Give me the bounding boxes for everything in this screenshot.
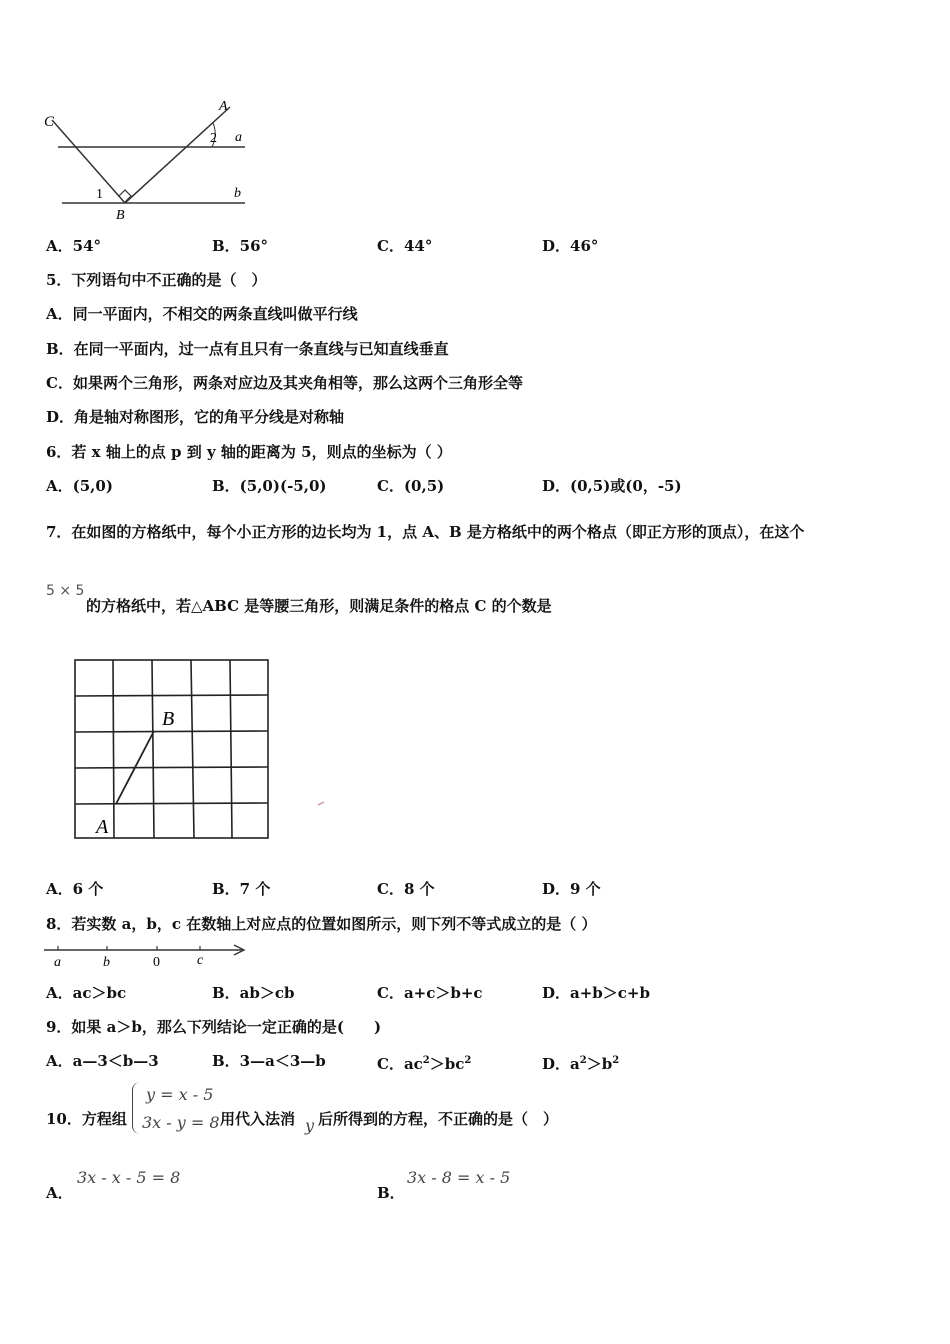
label-a-line: a	[235, 130, 242, 145]
q7-option-a[interactable]: A．6 个	[46, 880, 104, 898]
q9-d-sup1: 2	[579, 1055, 587, 1066]
q8-option-c[interactable]: C．a+c＞b+c	[377, 984, 483, 1002]
label-b-line: b	[234, 186, 241, 201]
label-a-point: A	[219, 99, 228, 114]
axis-label-c: c	[197, 953, 204, 968]
label-1: 1	[96, 187, 103, 202]
q4-figure	[40, 95, 260, 225]
right-angle-mark	[119, 190, 131, 202]
q9-option-a[interactable]: A．a—3＜b—3	[46, 1052, 159, 1070]
label-2: 2	[210, 131, 217, 146]
label-b-point: B	[116, 208, 125, 223]
q10-eq1: y = x - 5	[146, 1085, 214, 1104]
q6-stem: 6．若 x 轴上的点 p 到 y 轴的距离为 5，则点的坐标为（ ）	[46, 443, 452, 461]
q9-d-sup2: 2	[612, 1055, 620, 1066]
q4-option-d[interactable]: D．46°	[542, 237, 599, 255]
q10-stem-prefix: 10．方程组	[46, 1110, 127, 1128]
q7-grid-figure	[70, 655, 330, 845]
q9-d-prefix: D．a	[542, 1055, 580, 1073]
q9-stem: 9．如果 a＞b，那么下列结论一定正确的是( )	[46, 1018, 382, 1036]
q9-c-sup2: 2	[464, 1055, 472, 1066]
axis-label-0: 0	[153, 955, 160, 970]
q6-option-c[interactable]: C．(0,5)	[377, 477, 445, 495]
scan-mark	[318, 802, 324, 805]
label-c: C	[44, 114, 55, 130]
q9-d-mid: ＞b	[586, 1055, 613, 1073]
q5-stem: 5．下列语句中不正确的是（ ）	[46, 271, 267, 289]
q10-stem-suffix: 后所得到的方程，不正确的是（ ）	[318, 1110, 559, 1128]
q10-option-a-label[interactable]: A．	[46, 1184, 73, 1202]
grid-lines	[75, 660, 268, 838]
q8-option-d[interactable]: D．a+b＞c+b	[542, 984, 650, 1002]
segment-cb	[52, 120, 125, 203]
q9-option-b[interactable]: B．3—a＜3—b	[212, 1052, 326, 1070]
q5-option-a[interactable]: A．同一平面内，不相交的两条直线叫做平行线	[46, 305, 358, 323]
q7-option-c[interactable]: C．8 个	[377, 880, 435, 898]
q8-stem: 8．若实数 a，b，c 在数轴上对应点的位置如图所示，则下列不等式成立的是（ ）	[46, 915, 597, 933]
equation-brace	[132, 1082, 141, 1134]
q10-option-b-eq: 3x - 8 = x - 5	[407, 1168, 511, 1187]
q6-option-b[interactable]: B．(5,0)(-5,0)	[212, 477, 327, 495]
q6-option-d[interactable]: D．(0,5)或(0，-5)	[542, 477, 682, 495]
q9-c-sup1: 2	[422, 1055, 430, 1066]
q9-option-c[interactable]	[377, 1051, 471, 1074]
q5-option-d[interactable]: D．角是轴对称图形，它的角平分线是对称轴	[46, 408, 345, 426]
label-a: A	[96, 816, 109, 838]
q4-option-a[interactable]: A．54°	[46, 237, 102, 255]
q10-var: y	[305, 1116, 315, 1135]
q10-stem-mid: 用代入法消	[220, 1110, 296, 1128]
q7-stem-line2: 的方格纸中，若△ABC 是等腰三角形，则满足条件的格点 C 的个数是	[86, 597, 552, 615]
axis-label-b: b	[103, 955, 110, 970]
q7-stem-line1: 7．在如图的方格纸中，每个小正方形的边长均为 1，点 A、B 是方格纸中的两个格点（即正方形的顶点），在这个	[46, 523, 805, 541]
q10-eq2: 3x - y = 8	[142, 1113, 220, 1132]
q8-number-line	[42, 940, 252, 970]
q5-option-c[interactable]: C．如果两个三角形，两条对应边及其夹角相等，那么这两个三角形全等	[46, 374, 523, 392]
q5-option-b[interactable]: B．在同一平面内，过一点有且只有一条直线与已知直线垂直	[46, 340, 449, 358]
q10-option-a-eq: 3x - x - 5 = 8	[77, 1168, 181, 1187]
q10-option-b-label[interactable]: B．	[377, 1184, 405, 1202]
q9-option-d[interactable]	[542, 1051, 619, 1074]
q7-option-b[interactable]: B．7 个	[212, 880, 271, 898]
q8-option-a[interactable]: A．ac＞bc	[46, 984, 127, 1002]
q4-option-b[interactable]: B．56°	[212, 237, 269, 255]
q6-option-a[interactable]: A．(5,0)	[46, 477, 113, 495]
q7-option-d[interactable]: D．9 个	[542, 880, 601, 898]
segment-ba	[125, 107, 230, 203]
label-b: B	[162, 708, 175, 730]
q4-option-c[interactable]: C．44°	[377, 237, 433, 255]
axis-label-a: a	[54, 955, 61, 970]
q7-grid-size: 5 × 5	[46, 583, 85, 599]
q9-c-prefix: C．ac	[377, 1055, 423, 1073]
q8-option-b[interactable]: B．ab＞cb	[212, 984, 295, 1002]
q9-c-mid: ＞bc	[429, 1055, 465, 1073]
